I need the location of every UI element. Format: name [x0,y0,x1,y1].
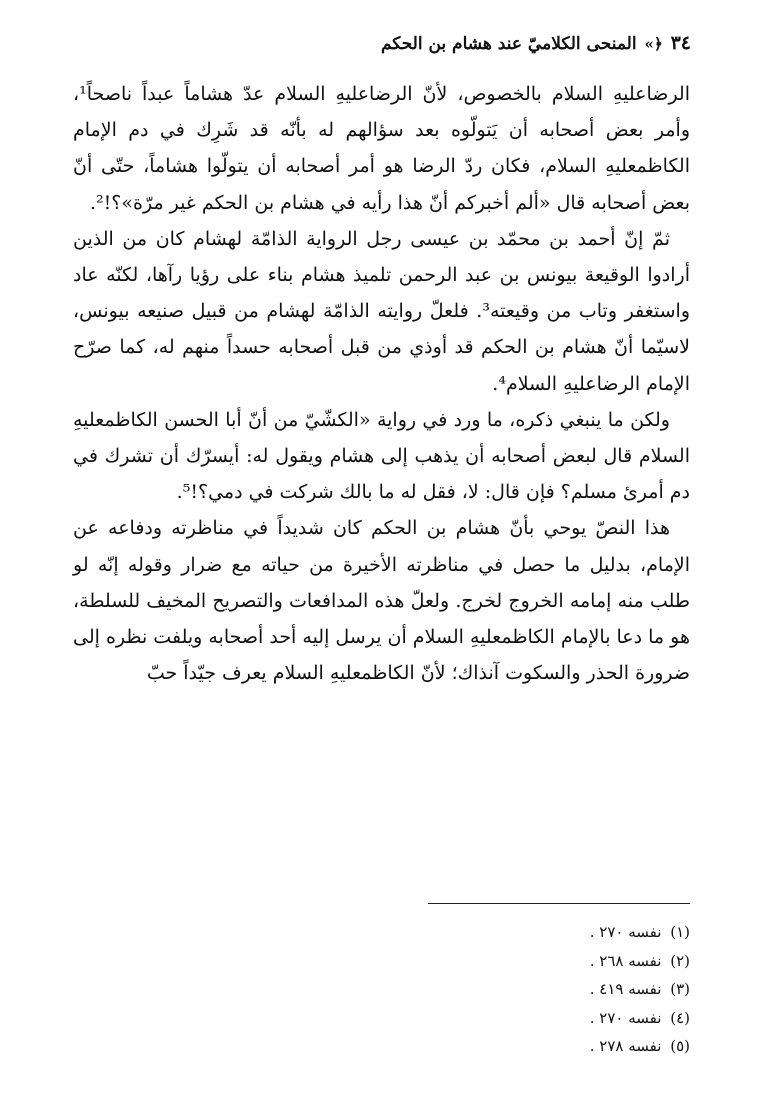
paragraph-4: هذا النصّ يوحي بأنّ هشام بن الحكم كان شديداً في مناظرته ودفاعه عن الإمام، بدليل ما حصل في مناظرته الأخيرة من حياته مع ضرار وقوله إنّه لو طلب منه إمامه الخروج لخرج. ولعلّ هذه المدافعات والتصريح المخيف للسلطة، هو ما دعا بالإمام الكاظمعليهِ السلام أن يرسل إليه أحد أصحابه ويلفت نظره إلى ضرورة الحذر والسكوت آنذاك؛ لأنّ الكاظمعليهِ السلام يعرف جيّداً حبّ [73,517,690,685]
footnote-number: (٥) [670,1037,690,1055]
footnote-item [390,947,690,976]
footnote-number: (٣) [670,980,690,998]
main-text [73,76,690,691]
footnote-item [390,975,690,1004]
paragraph-1: الرضاعليهِ السلام بالخصوص، لأنّ الرضاعليهِ السلام عدّ هشاماً عبداً ناصحاً¹، وأمر بعض أصحابه أن يَتولّوه بعد سؤالهم له بأنّه قد شَرِك في دم الإمام الكاظمعليهِ السلام، فكان ردّ الرضا هو أمر أصحابه أن يتولّوا هشاماً، حتّى أنّ بعض أصحابه قال «ألم أخبركم أنّ هذا رأيه في هشام بن الحكم غير مرّة»؟!². [73,83,690,214]
footnote-separator-line [428,903,690,904]
footnote-text: نفسه ٢٧٨ . [589,1037,662,1055]
paragraph-2: ثمّ إنّ أحمد بن محمّد بن عيسى رجل الرواية الذامّة لهشام كان من الذين أرادوا الوقيعة بيونس بن عبد الرحمن تلميذ هشام بناء على رؤيا رآها، لكنّه عاد واستغفر وتاب من وقيعته³. فلعلّ روايته الذامّة لهشام من قبيل صنيعه بيونس، لاسيّما أنّ هشام بن الحكم قد أوذي من قبل أصحابه حسداً منهم له، كما صرّح الإمام الرضاعليهِ السلام⁴. [73,227,690,395]
footnote-number: (٤) [670,1008,690,1027]
footnote-number: (١) [670,923,690,941]
footnote-number: (٢) [670,951,690,970]
page-number: ٣٤ [670,32,691,54]
footnote-item [390,1032,690,1061]
running-header [71,30,691,57]
paragraph-3: ولكن ما ينبغي ذكره، ما ورد في رواية «الكشّيّ من أنّ أبا الحسن الكاظمعليهِ السلام قال لبعض أصحابه أن يذهب إلى هشام ويقول له: أيسرّك أن تشرك في دم أمرئ مسلم؟ فإن قال: لا، فقل له ما بالك شركت في دمي؟!⁵. [73,408,690,504]
footnote-text: نفسه ٢٧٠ . [589,1008,662,1027]
footnotes-list [390,918,690,1061]
footnote-item [390,1004,690,1033]
header-separator: ﴿» [644,35,663,53]
running-title: المنحى الكلاميّ عند هشام بن الحكم [380,34,637,54]
footnote-text: نفسه ٢٧٠ . [589,923,662,941]
footnote-item [390,918,690,947]
footnote-text: نفسه ٤١٩ . [589,980,662,998]
footnote-text: نفسه ٢٦٨ . [589,951,662,970]
